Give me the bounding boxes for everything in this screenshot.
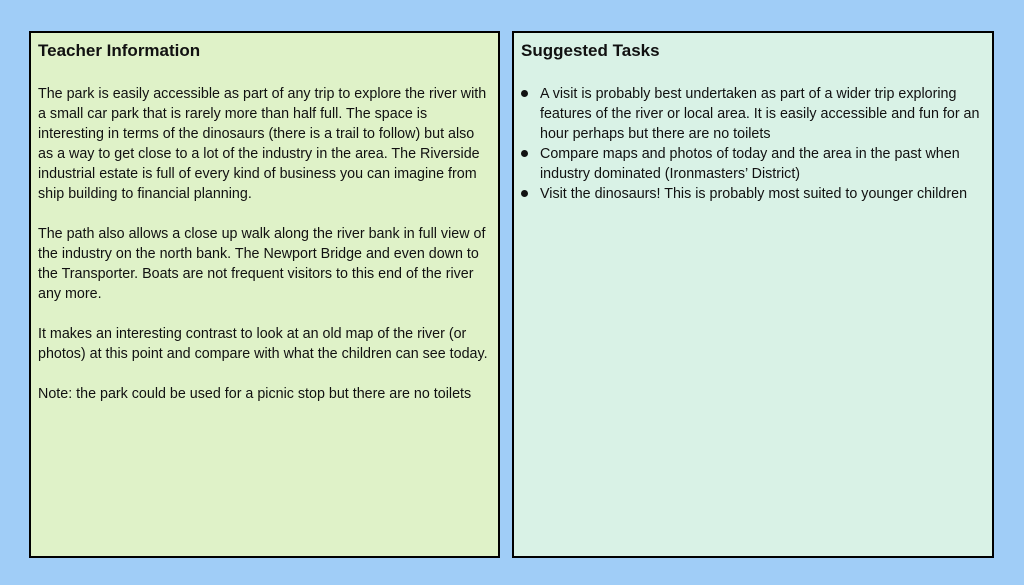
teacher-info-paragraph-2: The path also allows a close up walk along the river bank in full view of the industry on the north bank. The Newport Bridge and even down to the Transporter. Boats are not frequent visitors to this end of the river any more. — [38, 226, 486, 302]
task-item — [521, 84, 983, 144]
task-item-text: Visit the dinosaurs! This is probably most suited to younger children — [540, 186, 968, 202]
bullet-icon — [521, 90, 528, 97]
task-item-text: A visit is probably best undertaken as part of a wider trip exploring features of the river or local area. It is easily accessible and fun for an hour perhaps but there are no toilets — [540, 86, 980, 142]
suggested-tasks-title: Suggested Tasks — [521, 41, 660, 60]
teacher-info-paragraph-4: Note: the park could be used for a picnic stop but there are no toilets — [38, 386, 472, 402]
teacher-info-paragraph-1: The park is easily accessible as part of any trip to explore the river with a small car park that is rarely more than half full. The space is interesting in terms of the dinosaurs (there is a trail to follow) but also as a way to get close to a lot of the industry in the area. The Riverside industrial estate is full of every kind of business you can imagine from ship building to financial planning. — [38, 86, 487, 202]
task-item — [521, 144, 983, 184]
teacher-information-panel — [29, 31, 500, 558]
teacher-info-paragraph-3: It makes an interesting contrast to look at an old map of the river (or photos) at this point and compare with what the children can see today. — [38, 326, 488, 362]
teacher-information-title: Teacher Information — [38, 41, 201, 60]
suggested-tasks-panel — [512, 31, 994, 558]
bullet-icon — [521, 190, 528, 197]
task-item-text: Compare maps and photos of today and the area in the past when industry dominated (Ironmasters’ District) — [540, 146, 960, 182]
task-item — [521, 184, 983, 204]
bullet-icon — [521, 150, 528, 157]
suggested-tasks-list — [521, 84, 983, 204]
